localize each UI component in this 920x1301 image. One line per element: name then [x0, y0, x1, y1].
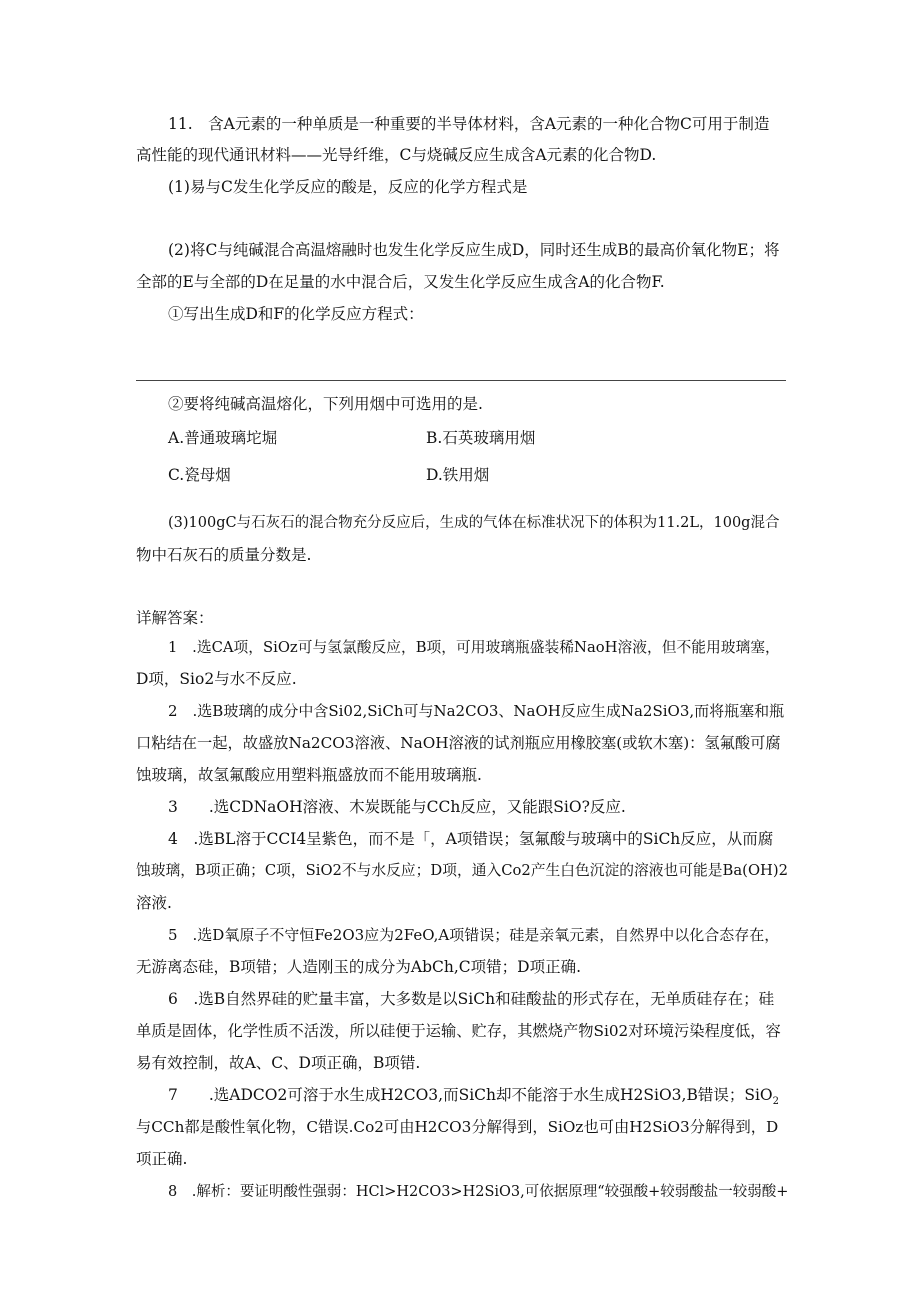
answer-1-line2: D项，Sio2与水不反应. — [136, 670, 297, 688]
answer-2-line2: 口粘结在一起，故盛放Na2CO3溶液、NaOH溶液的试剂瓶应用橡胶塞(或软木塞)：氢氟酸可腐 — [136, 734, 781, 752]
answer-7-subscript: 2 — [772, 1096, 779, 1108]
answers-heading: 详解答案： — [136, 609, 214, 627]
question-intro-line2: 高性能的现代通讯材料——光导纤维，C与烧碱反应生成含A元素的化合物D. — [136, 146, 657, 164]
option-b: B.石英玻璃用烟 — [426, 429, 536, 447]
answer-4-line3: 溶液. — [136, 894, 172, 912]
option-c: C.瓷母烟 — [168, 466, 231, 484]
question-part3-line1: (3)100gC与石灰石的混合物充分反应后，生成的气体在标准状况下的体积为11.2L，100g混合 — [168, 515, 780, 531]
answer-4-line2: 蚀玻璃，B项正确；C项，SiO2不与水反应；D项，通入Co2产生白色沉淀的溶液也可能是Ba(OH)2 — [136, 862, 789, 879]
question-part2-sub2: ②要将纯碱高温熔化，下列用烟中可选用的是. — [168, 395, 483, 413]
question-part3-line2: 物中石灰石的质量分数是. — [136, 546, 312, 564]
answer-2-line1: 2 .选B玻璃的成分中含Si02,SiCh可与Na2CO3、NaOH反应生成Na2SiO3,而将瓶塞和瓶 — [168, 702, 785, 720]
answer-2-line3: 蚀玻璃，故氢氟酸应用塑料瓶盛放而不能用玻璃瓶. — [136, 766, 482, 784]
answer-6-line2: 单质是固体，化学性质不活泼，所以硅便于运输、贮存，其燃烧产物Si02对环境污染程度低，容 — [136, 1022, 781, 1040]
answer-1-line1: 1 .选CA项，SiOz可与氢氯酸反应，B项，可用玻璃瓶盛装稀NaoH溶液，但不能用玻璃塞， — [168, 639, 780, 656]
answer-5-line2: 无游离态硅，B项错；人造刚玉的成分为AbCh,C项错；D项正确. — [136, 958, 581, 976]
question-intro-line1: 11. 含A元素的一种单质是一种重要的半导体材料，含A元素的一种化合物C可用于制造 — [168, 115, 770, 133]
answer-7-line3: 项正确. — [136, 1150, 188, 1168]
answer-7-line1-text: 7 .选ADCO2可溶于水生成H2CO3,而SiCh却不能溶于水生成H2SiO3,B错误；SiO — [168, 1086, 773, 1104]
question-part2-sub1: ①写出生成D和F的化学反应方程式： — [168, 305, 424, 323]
answer-4-line1: 4 .选BL溶于CCI4呈紫色，而不是「，A项错误；氢氟酸与玻璃中的SiCh反应，从而腐 — [168, 830, 774, 848]
option-d: D.铁用烟 — [426, 466, 490, 484]
answer-5-line1: 5 .选D氧原子不守恒Fe2O3应为2FeO,A项错误；硅是亲氧元素，自然界中以化合态存在， — [168, 926, 780, 944]
option-a: A.普通玻璃坨堀 — [168, 429, 278, 447]
section-divider — [136, 380, 786, 381]
answer-8-line1: 8 .解析：要证明酸性强弱：HCl>H2CO3>H2SiO3,可依据原理“较强酸+较弱酸盐一较弱酸+ — [168, 1184, 789, 1200]
answer-7-line2: 与CCh都是酸性氧化物，C错误.Co2可由H2CO3分解得到，SiOz也可由H2SiO3分解得到，D — [136, 1118, 779, 1136]
answer-6-line1: 6 .选B自然界硅的贮量丰富，大多数是以SiCh和硅酸盐的形式存在，无单质硅存在；硅 — [168, 990, 775, 1008]
question-part1: (1)易与C发生化学反应的酸是，反应的化学方程式是 — [168, 178, 528, 196]
answer-3-line1: 3 .选CDNaOH溶液、木炭既能与CCh反应，又能跟SiO?反应. — [168, 798, 626, 816]
answer-6-line3: 易有效控制，故A、C、D项正确，B项错. — [136, 1054, 421, 1072]
question-part2-line1: (2)将C与纯碱混合高温熔融时也发生化学反应生成D，同时还生成B的最高价氧化物E；将 — [168, 241, 780, 259]
question-part2-line2: 全部的E与全部的D在足量的水中混合后，又发生化学反应生成含A的化合物F. — [136, 273, 665, 291]
answer-7-line1 — [168, 1085, 788, 1108]
